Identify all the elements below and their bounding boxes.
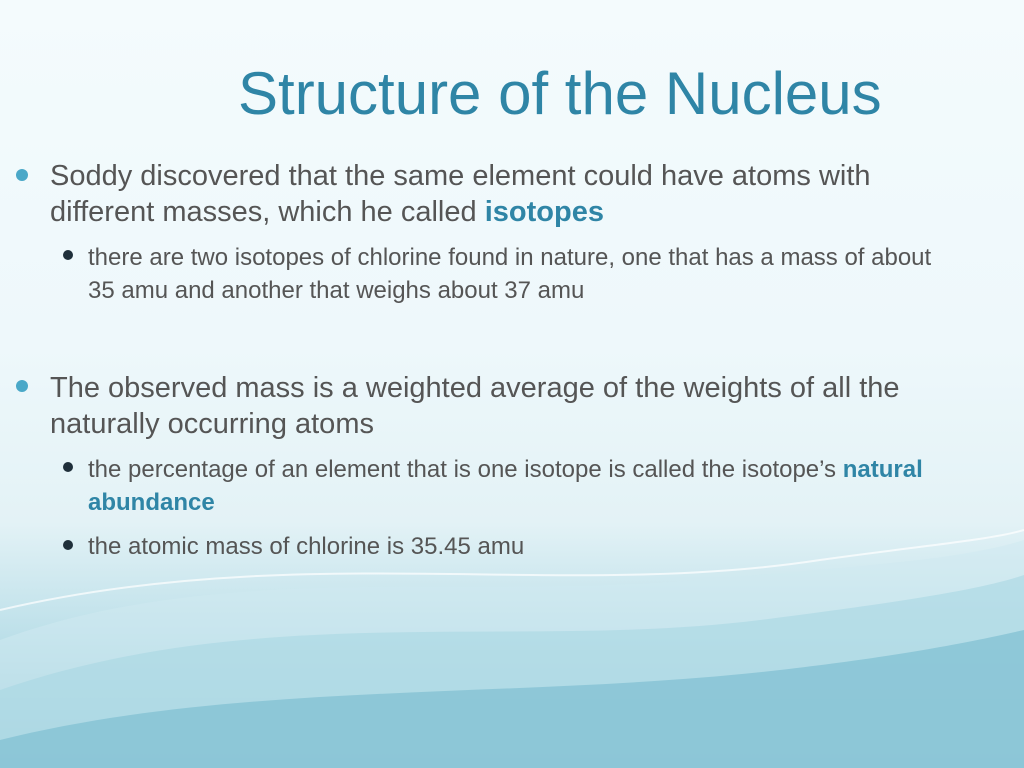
sub-bullet-dot	[63, 462, 73, 472]
sub-bullet-item-1-1: there are two isotopes of chlorine found in nature, one that has a mass of about 35 amu and another that weighs about 37 amu	[88, 244, 932, 304]
sub-bullet-dot	[63, 540, 73, 550]
sub-bullet-2-1-text: the percentage of an element that is one isotope is called the isotope’s	[88, 456, 843, 483]
bullet-item-1	[50, 158, 950, 230]
sub-bullet-dot	[63, 250, 73, 260]
bullet-dot	[16, 169, 28, 181]
sub-bullet-item-2-1	[88, 453, 948, 519]
term-natural-abundance: natural abundance	[88, 456, 923, 516]
slide-title: Structure of the Nucleus	[238, 60, 882, 127]
bullet-item-2: The observed mass is a weighted average of the weights of all the naturally occurring atoms	[50, 372, 900, 440]
bullet-dot	[16, 380, 28, 392]
bullet-1-text: Soddy discovered that the same element could have atoms with different masses, which he called	[50, 160, 871, 228]
term-isotopes: isotopes	[484, 196, 604, 228]
sub-bullet-item-2-2: the atomic mass of chlorine is 35.45 amu	[88, 533, 525, 560]
